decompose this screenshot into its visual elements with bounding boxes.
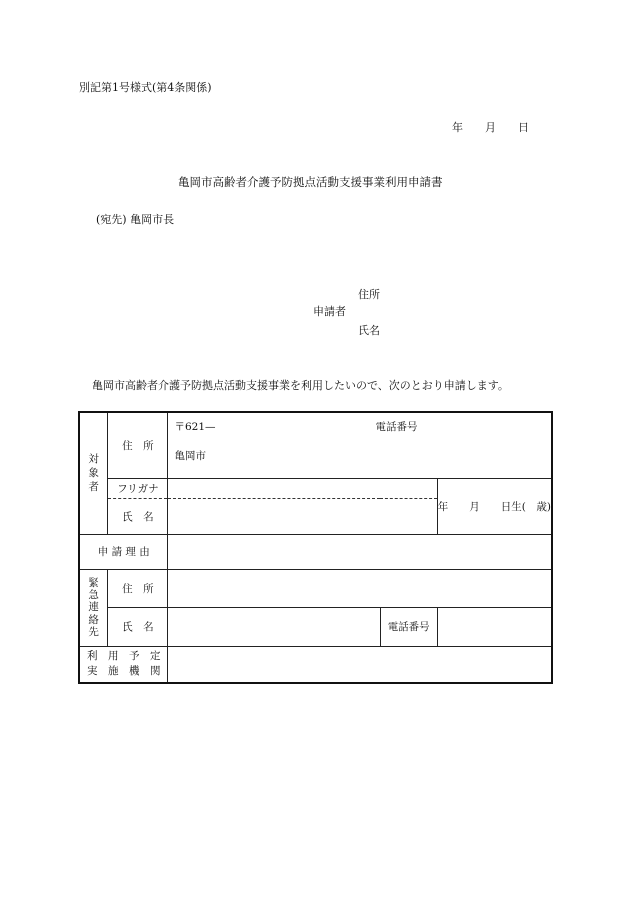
name-field[interactable]	[168, 498, 437, 534]
reason-label: 申 請 理 由	[79, 534, 168, 569]
furigana-label: フリガナ	[108, 478, 168, 498]
applicant-label: 申請者	[313, 305, 346, 318]
phone-number-label: 電話番号	[375, 421, 418, 433]
furigana-field[interactable]	[168, 478, 437, 498]
application-form-table	[78, 411, 553, 684]
application-statement: 亀岡市高齢者介護予防拠点活動支援事業を利用したいので、次のとおり申請します。	[92, 379, 509, 392]
emergency-address-label: 住 所	[108, 569, 168, 607]
date-month: 月	[485, 121, 496, 134]
emergency-phone-field[interactable]	[437, 607, 552, 646]
document-title: 亀岡市高齢者介護予防拠点活動支援事業利用申請書	[178, 175, 443, 189]
facility-field[interactable]	[168, 646, 552, 683]
birth-date-field[interactable]	[437, 478, 552, 534]
emergency-name-field[interactable]	[168, 607, 380, 646]
address-label: 住 所	[108, 412, 168, 478]
applicant-address-label: 住所	[358, 288, 380, 301]
date-year: 年	[452, 121, 463, 134]
date-day: 日	[518, 121, 529, 134]
emergency-contact-label: 緊 急 連 絡 先	[79, 569, 108, 646]
postal-code-prefix: 〒621—	[174, 421, 216, 433]
addressee: (宛先) 亀岡市長	[96, 213, 175, 226]
emergency-phone-label: 電話番号	[380, 607, 437, 646]
facility-label-line-1: 利 用 予 定	[86, 649, 161, 662]
emergency-address-field[interactable]	[168, 569, 552, 607]
city-prefix: 亀岡市	[174, 450, 206, 462]
address-field[interactable]	[168, 412, 552, 478]
facility-label	[79, 646, 168, 683]
subject-label: 対 象 者	[79, 412, 108, 534]
form-reference: 別記第1号様式(第4条関係)	[79, 81, 212, 94]
emergency-name-label: 氏 名	[108, 607, 168, 646]
applicant-name-label: 氏名	[358, 324, 380, 337]
reason-field[interactable]	[168, 534, 552, 569]
date-line	[452, 122, 529, 133]
facility-label-line-2: 実 施 機 関	[86, 665, 161, 678]
name-label: 氏 名	[108, 498, 168, 534]
birth-date-text: 年 月 日生( 歳)	[437, 500, 551, 513]
